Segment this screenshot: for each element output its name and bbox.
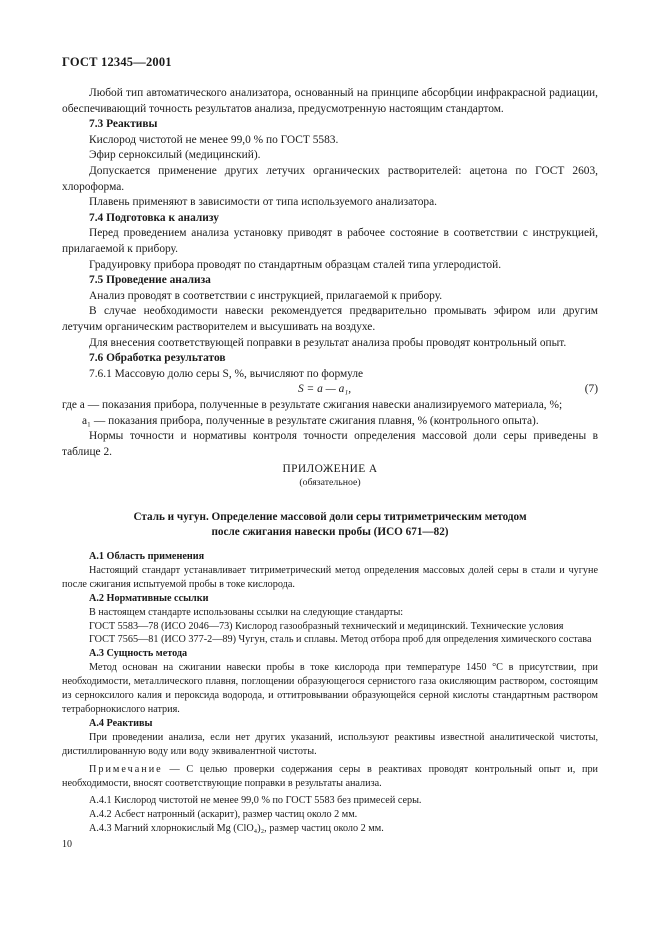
paragraph: В настоящем стандарте использованы ссылки на следующие стандарты: [89, 606, 404, 618]
appendix-name [62, 510, 598, 540]
main-text [62, 86, 598, 461]
appendix-subtitle: (обязательное) [299, 477, 361, 488]
where-line: a₁ — показания прибора, полученные в результате сжигания плавня, % (контрольного опыта). [82, 414, 539, 427]
section-heading: А.1 Область применения [89, 551, 205, 562]
note-label: Примечание [89, 763, 163, 775]
paragraph: Плавень применяют в зависимости от типа используемого анализатора. [89, 196, 437, 209]
paragraph: Нормы точности и нормативы контроля точности определения массовой доли серы приведены в таблице 2. [62, 430, 598, 459]
formula: S = a — a₁, [298, 383, 352, 396]
section-heading: А.3 Сущность метода [89, 648, 188, 660]
note-text: — С целью проверки содержания серы в реактивах проводят контрольный опыт и, при необходимости, вносят соответствующие поправки в результаты анализа. [62, 763, 598, 789]
where-line: где a — показания прибора, полученные в результате сжигания навески анализируемого материала, %; [62, 399, 563, 412]
paragraph: Кислород чистотой не менее 99,0 % по ГОСТ 5583. [89, 133, 339, 146]
section-heading: 7.5 Проведение анализа [89, 274, 211, 287]
appendix-title: ПРИЛОЖЕНИЕ А [282, 463, 378, 475]
paragraph: ГОСТ 5583—78 (ИСО 2046—73) Кислород газообразный технический и медицинский. Технические условия [89, 620, 564, 632]
formula-number: (7) [584, 383, 598, 396]
paragraph: Градуировку прибора проводят по стандартным образцам сталей типа углеродистой. [89, 258, 502, 271]
appendix-name-line: Сталь и чугун. Определение массовой доли серы титриметрическим методом [133, 511, 527, 523]
formula-line [62, 382, 598, 398]
paragraph: А.4.1 Кислород чистотой не менее 99,0 % по ГОСТ 5583 без примесей серы. [89, 795, 422, 807]
paragraph: При проведении анализа, если нет других указаний, используют реактивы известной аналитической чистоты, дистиллированную воду или воду эквивалентной чистоты. [62, 731, 598, 757]
section-heading: 7.4 Подготовка к анализу [89, 211, 219, 224]
paragraph: Любой тип автоматического анализатора, основанный на принципе абсорбции инфракрасной радиации, обеспечивающий точность результатов анализа, предусмотренную настоящим стандартом. [62, 87, 598, 115]
paragraph: А.4.2 Асбест натронный (аскарит), размер частиц около 2 мм. [89, 809, 358, 821]
paragraph: Метод основан на сжигании навески пробы в токе кислорода при температуре 1450 °С в присутствии, при необходимости, металлического плавня, поглощении образующегося сернистого газа окисляющим раствором, состоящим из серноксилого калия и пероксида водорода, и оттитровывании образующейся серной кислоты стандартным раствором тетраборнокислого натрия. [62, 662, 598, 715]
section-heading: 7.6 Обработка результатов [89, 352, 226, 365]
appendix-text [62, 550, 598, 836]
appendix-name-line: после сжигания навески пробы (ИСО 671—82) [211, 526, 449, 538]
paragraph: ГОСТ 7565—81 (ИСО 377-2—89) Чугун, сталь и сплавы. Метод отбора проб для определения химического состава [89, 634, 592, 646]
paragraph: В случае необходимости навески рекомендуется предварительно промывать эфиром или другим летучим органическим растворителем и высушивать на воздухе. [62, 305, 598, 333]
paragraph: Перед проведением анализа установку приводят в рабочее состояние в соответствии с инструкцией, прилагаемой к прибору. [62, 227, 598, 255]
paragraph: Анализ проводят в соответствии с инструкцией, прилагаемой к прибору. [89, 289, 443, 302]
paragraph: 7.6.1 Массовую долю серы S, %, вычисляют по формуле [89, 367, 364, 380]
section-heading: А.4 Реактивы [89, 717, 153, 729]
note [62, 763, 598, 791]
paragraph: Допускается применение других летучих органических растворителей: ацетона по ГОСТ 2603, хлороформа. [62, 164, 598, 193]
paragraph: Настоящий стандарт устанавливает титриметрический метод определения массовых долей серы в стали и чугуне после сжигания испытуемой пробы в токе кислорода. [62, 564, 598, 590]
paragraph: Эфир серноксилый (медицинский). [89, 149, 261, 162]
document-header: ГОСТ 12345—2001 [62, 55, 172, 69]
section-heading: 7.3 Реактивы [89, 118, 158, 131]
paragraph: Для внесения соответствующей поправки в результат анализа пробы проводят контрольный опыт. [89, 336, 567, 349]
section-heading: А.2 Нормативные ссылки [89, 592, 209, 604]
page-number: 10 [62, 839, 72, 850]
paragraph: А.4.3 Магний хлорнокислый Mg (ClO₄)₂, размер частиц около 2 мм. [89, 823, 384, 835]
